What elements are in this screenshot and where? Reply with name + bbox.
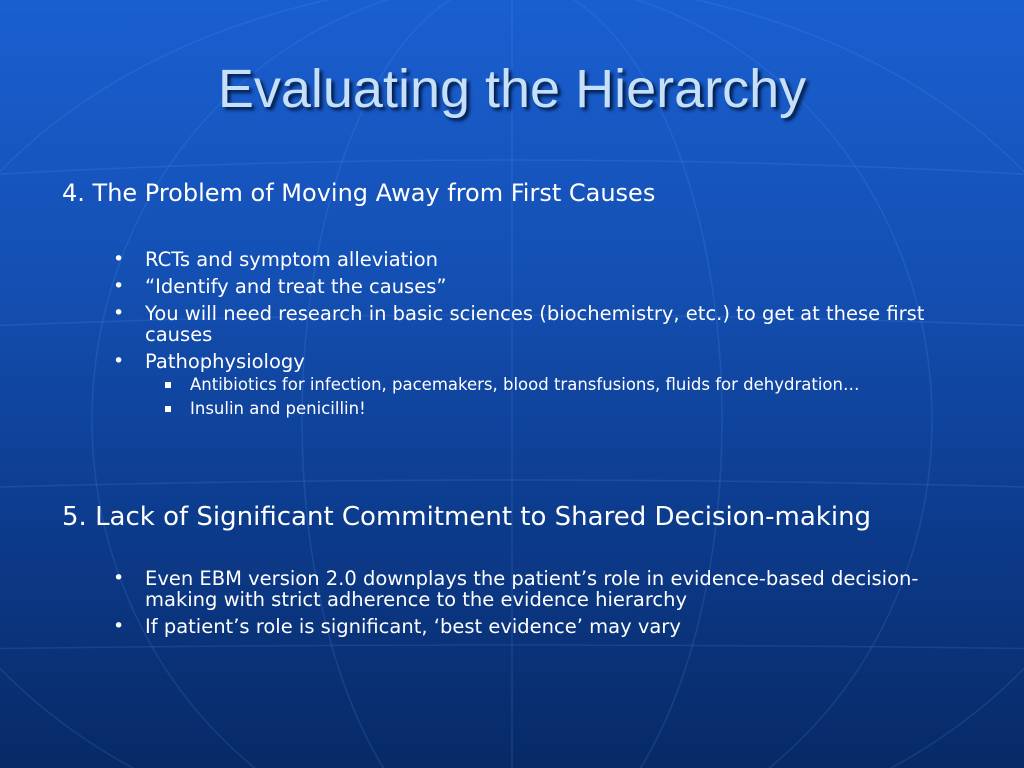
- bullet-text: Pathophysiology: [145, 350, 305, 373]
- bullet-dot-icon: •: [113, 567, 125, 589]
- section-heading-first-causes: 4. The Problem of Moving Away from First Causes: [62, 179, 656, 207]
- bullet-item: [113, 616, 963, 637]
- bullet-item: [113, 303, 963, 345]
- bullet-text: RCTs and symptom alleviation: [145, 248, 439, 271]
- sub-bullet-text: Antibiotics for infection, pacemakers, blood transfusions, fluids for dehydration…: [190, 375, 860, 394]
- bullet-item: [113, 276, 963, 297]
- bullet-item: [113, 568, 963, 610]
- bullet-text: “Identify and treat the causes”: [145, 275, 447, 298]
- bullet-dot-icon: •: [113, 350, 125, 372]
- sub-bullet-text: Insulin and penicillin!: [190, 399, 366, 418]
- section-heading-shared-decision: 5. Lack of Significant Commitment to Shared Decision-making: [62, 502, 872, 532]
- bullet-list-first-causes: [113, 249, 963, 424]
- slide-title: Evaluating the Hierarchy: [217, 59, 807, 119]
- bullet-dot-icon: •: [113, 615, 125, 637]
- bullet-text: You will need research in basic sciences (biochemistry, etc.) to get at these first causes: [145, 302, 925, 346]
- bullet-dot-icon: •: [113, 302, 125, 324]
- sub-bullet-item: [145, 375, 963, 394]
- bullet-list-shared-decision: [113, 568, 963, 643]
- bullet-text: If patient’s role is significant, ‘best evidence’ may vary: [145, 615, 681, 638]
- bullet-text: Even EBM version 2.0 downplays the patient’s role in evidence-based decision-making with strict adherence to the evidence hierarchy: [145, 567, 919, 611]
- bullet-dot-icon: •: [113, 275, 125, 297]
- bullet-item: [113, 249, 963, 270]
- square-bullet-icon: [165, 382, 171, 388]
- square-bullet-icon: [165, 406, 171, 412]
- bullet-dot-icon: •: [113, 248, 125, 270]
- sub-bullet-item: [145, 399, 963, 418]
- sub-bullet-list: [145, 375, 963, 418]
- bullet-item: [113, 351, 963, 418]
